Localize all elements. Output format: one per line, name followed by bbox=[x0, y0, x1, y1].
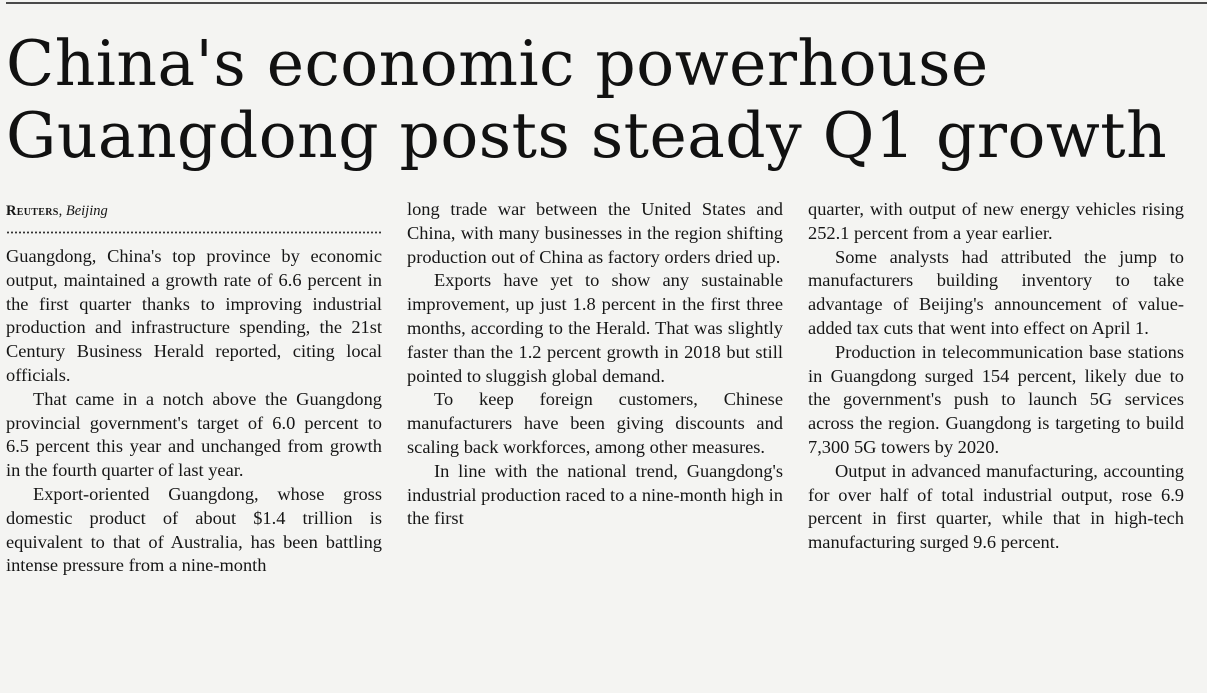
paragraph: To keep foreign customers, Chinese manufacturers have been giving discounts and scaling back workforces, among other measures. bbox=[407, 389, 783, 457]
byline-agency: Reuters bbox=[6, 203, 59, 219]
article-column-2 bbox=[407, 198, 783, 531]
paragraph: Guangdong, China's top province by economic output, maintained a growth rate of 6.6 percent in the first quarter thanks to improving industrial production and infrastructure spending, the 21st Century Business Herald reported, citing local officials. bbox=[6, 246, 382, 385]
top-rule bbox=[6, 2, 1207, 4]
dotted-divider bbox=[6, 231, 382, 234]
paragraph: That came in a notch above the Guangdong provincial government's target of 6.0 percent to 6.5 percent this year and unchanged from growth in the fourth quarter of last year. bbox=[6, 388, 382, 481]
headline bbox=[6, 28, 1206, 172]
paragraph: Export-oriented Guangdong, whose gross domestic product of about $1.4 trillion is equivalent to that of Australia, has been battling intense pressure from a nine-month bbox=[6, 483, 382, 576]
paragraph: In line with the national trend, Guangdong's industrial production raced to a nine-month high in the first bbox=[407, 460, 783, 529]
headline-line-1: China's economic powerhouse bbox=[6, 27, 989, 100]
paragraph: Exports have yet to show any sustainable improvement, up just 1.8 percent in the first three months, according to the Herald. That was slightly faster than the 1.2 percent growth in 2018 but still pointed to sluggish global demand. bbox=[407, 270, 783, 386]
headline-line-2: Guangdong posts steady Q1 growth bbox=[6, 99, 1168, 172]
paragraph: long trade war between the United States and China, with many businesses in the region shifting production out of China as factory orders dried up. bbox=[407, 199, 783, 267]
byline-city: Beijing bbox=[65, 203, 108, 219]
paragraph: Production in telecommunication base stations in Guangdong surged 154 percent, likely due to the government's push to launch 5G services across the region. Guangdong is targeting to build 7,300 5G towers by 2020. bbox=[808, 341, 1184, 457]
paragraph: Some analysts had attributed the jump to manufacturers building inventory to take advantage of Beijing's announcement of value-added tax cuts that went into effect on April 1. bbox=[808, 246, 1184, 338]
byline bbox=[6, 199, 382, 223]
article-column-3 bbox=[808, 198, 1184, 555]
byline-separator: , bbox=[58, 203, 63, 219]
paragraph: quarter, with output of new energy vehicles rising 252.1 percent from a year earlier. bbox=[808, 199, 1184, 243]
article-column-1 bbox=[6, 198, 382, 578]
paragraph: Output in advanced manufacturing, accounting for over half of total industrial output, rose 6.9 percent in first quarter, while that in high-tech manufacturing surged 9.6 percent. bbox=[808, 460, 1184, 553]
